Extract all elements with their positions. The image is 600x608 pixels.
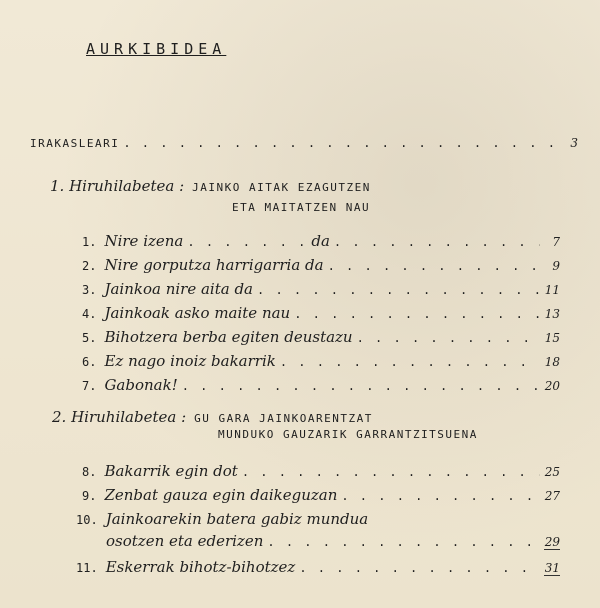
toc-item-label: Eskerrak bihotz-bihotzez — [105, 558, 296, 576]
toc-item-number: 2. — [82, 259, 97, 273]
part2-heading-second — [218, 428, 478, 441]
part1-heading-second — [232, 201, 370, 214]
toc-item-label: Gabonak! — [104, 376, 178, 394]
part1-label: 1. Hiruhilabetea : — [50, 177, 185, 195]
part2-heading-line2: MUNDUKO GAUZARIK GARRANTZITSUENA — [218, 428, 478, 441]
toc-item-label: Jainkoa nire aita da — [104, 280, 253, 298]
toc-row — [76, 558, 560, 576]
toc-row — [82, 304, 560, 322]
toc-page-number: 15 — [544, 331, 560, 345]
toc-item-number: 3. — [82, 283, 97, 297]
toc-row-intro — [30, 136, 578, 150]
leader-dots — [357, 331, 540, 345]
leader-dots — [341, 489, 540, 503]
toc-page-number: 9 — [552, 259, 560, 273]
toc-row-continuation — [106, 532, 560, 550]
part2-label: 2. Hiruhilabetea : — [52, 408, 187, 426]
toc-page-number: 18 — [544, 355, 560, 369]
toc-page-number: 27 — [544, 489, 560, 503]
part1-heading — [50, 177, 371, 195]
toc-item-number: 1. — [82, 235, 97, 249]
leader-dots — [182, 379, 540, 393]
toc-row — [82, 280, 560, 298]
part2-heading-line1: GU GARA JAINKOARENTZAT — [194, 412, 373, 425]
toc-row — [82, 486, 560, 504]
leader-dots — [187, 235, 307, 249]
toc-page-number: 20 — [544, 379, 560, 393]
toc-item-label: Ez nago inoiz bakarrik — [104, 352, 276, 370]
leader-dots — [280, 355, 540, 369]
leader-dots — [299, 561, 540, 575]
toc-row — [82, 352, 560, 370]
page-title: AURKIBIDEA — [86, 40, 227, 58]
toc-row — [82, 232, 560, 250]
toc-item-number: 5. — [82, 331, 97, 345]
toc-item-number: 8. — [82, 465, 97, 479]
toc-item-number: 10. — [76, 513, 98, 527]
toc-item-label: Zenbat gauza egin daikeguzan — [104, 486, 338, 504]
toc-row — [82, 376, 560, 394]
leader-dots — [294, 307, 540, 321]
toc-item-label: Nire gorputza harrigarria da — [104, 256, 324, 274]
toc-page-number: 11 — [544, 283, 560, 297]
leader-dots — [123, 136, 558, 150]
toc-page-number: 31 — [544, 561, 560, 575]
part2-heading — [52, 408, 373, 426]
toc-item-label: Bakarrik egin dot — [104, 462, 238, 480]
toc-label: IRAKASLEARI — [30, 137, 120, 150]
toc-page-number: 29 — [544, 535, 560, 549]
leader-dots — [242, 465, 540, 479]
toc-item-label: Bihotzera berba egiten deustazu — [104, 328, 353, 346]
toc-row — [82, 256, 560, 274]
toc-row — [82, 328, 560, 346]
toc-row — [82, 462, 560, 480]
toc-item-number: 4. — [82, 307, 97, 321]
part1-heading-line1: JAINKO AITAK EZAGUTZEN — [192, 181, 371, 194]
toc-item-label: Jainkoak asko maite nau — [104, 304, 291, 322]
toc-item-number: 9. — [82, 489, 97, 503]
toc-item-tail: da — [311, 232, 330, 250]
leader-dots — [257, 283, 540, 297]
leader-dots — [334, 235, 540, 249]
toc-page-number: 7 — [552, 235, 560, 249]
toc-page-number: 13 — [544, 307, 560, 321]
toc-item-label: Jainkoarekin batera gabiz mundua — [105, 510, 369, 528]
toc-item-label-continued: osotzen eta ederizen — [106, 532, 264, 550]
toc-item-number: 6. — [82, 355, 97, 369]
toc-page-number: 3 — [570, 136, 578, 150]
toc-row — [76, 510, 560, 528]
toc-item-number: 7. — [82, 379, 97, 393]
toc-item-label: Nire izena — [104, 232, 184, 250]
toc-item-number: 11. — [76, 561, 98, 575]
part1-heading-line2: ETA MAITATZEN NAU — [232, 201, 371, 214]
toc-page-number: 25 — [544, 465, 560, 479]
leader-dots — [267, 535, 540, 549]
leader-dots — [328, 259, 540, 273]
